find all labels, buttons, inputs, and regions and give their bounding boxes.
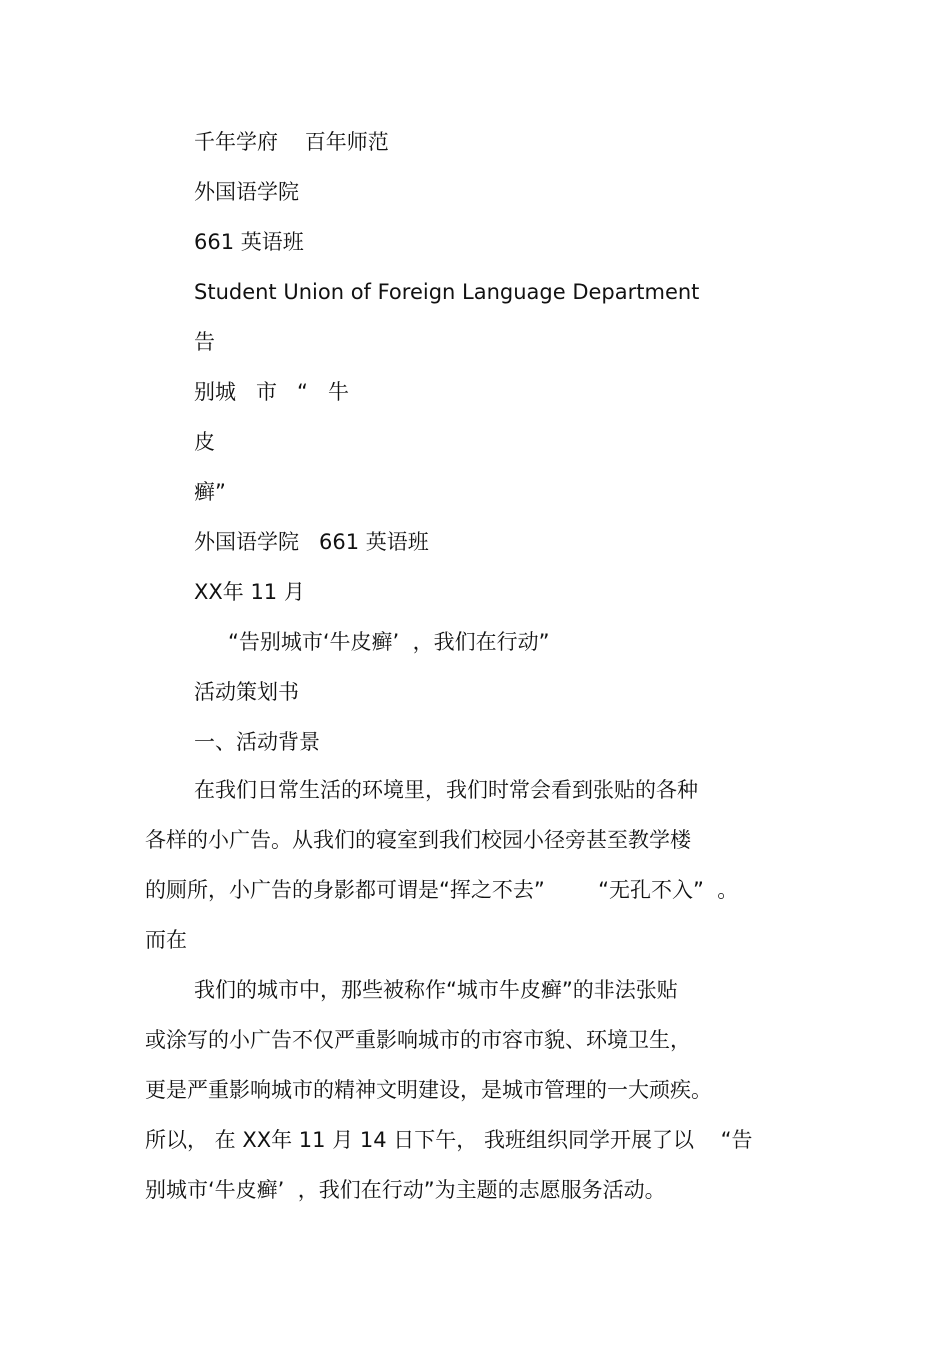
class-name: 661 英语班 xyxy=(194,230,304,254)
paragraph-line: 所以， 在 XX年 11 月 14 日下午， 我班组织同学开展了以 “告 xyxy=(145,1128,753,1152)
school-motto: 千年学府 百年师范 xyxy=(194,130,389,154)
paragraph-line: 而在 xyxy=(145,928,187,952)
section-heading: 一、活动背景 xyxy=(194,730,320,754)
cover-title-line-1: 告 xyxy=(194,330,215,354)
paragraph-line: 更是严重影响城市的精神文明建设，是城市管理的一大顽疾。 xyxy=(145,1078,712,1102)
paragraph-line: 别城市‘牛皮癣’ ，我们在行动”为主题的志愿服务活动。 xyxy=(145,1178,666,1202)
document-subtitle: 活动策划书 xyxy=(194,680,299,704)
cover-title-line-4: 癣” xyxy=(194,480,226,504)
cover-title-line-3: 皮 xyxy=(194,430,215,454)
school-name: 外国语学院 xyxy=(194,180,299,204)
paragraph-line: 我们的城市中，那些被称作“城市牛皮癣”的非法张贴 xyxy=(194,978,678,1002)
document-title: “告别城市‘牛皮癣’ ，我们在行动” xyxy=(228,630,550,654)
date: XX年 11 月 xyxy=(194,580,305,604)
english-department-name: Student Union of Foreign Language Department xyxy=(194,280,700,304)
cover-title-line-2: 别城 市 “ 牛 xyxy=(194,380,349,404)
paragraph-line: 在我们日常生活的环境里，我们时常会看到张贴的各种 xyxy=(194,778,698,802)
paragraph-line: 或涂写的小广告不仅严重影响城市的市容市貌、环境卫生， xyxy=(145,1028,691,1052)
paragraph-line: 各样的小广告。从我们的寝室到我们校园小径旁甚至教学楼 xyxy=(145,828,691,852)
paragraph-line: 的厕所，小广告的身影都可谓是“挥之不去” “无孔不入” 。 xyxy=(145,878,739,902)
organizer: 外国语学院 661 英语班 xyxy=(194,530,429,554)
